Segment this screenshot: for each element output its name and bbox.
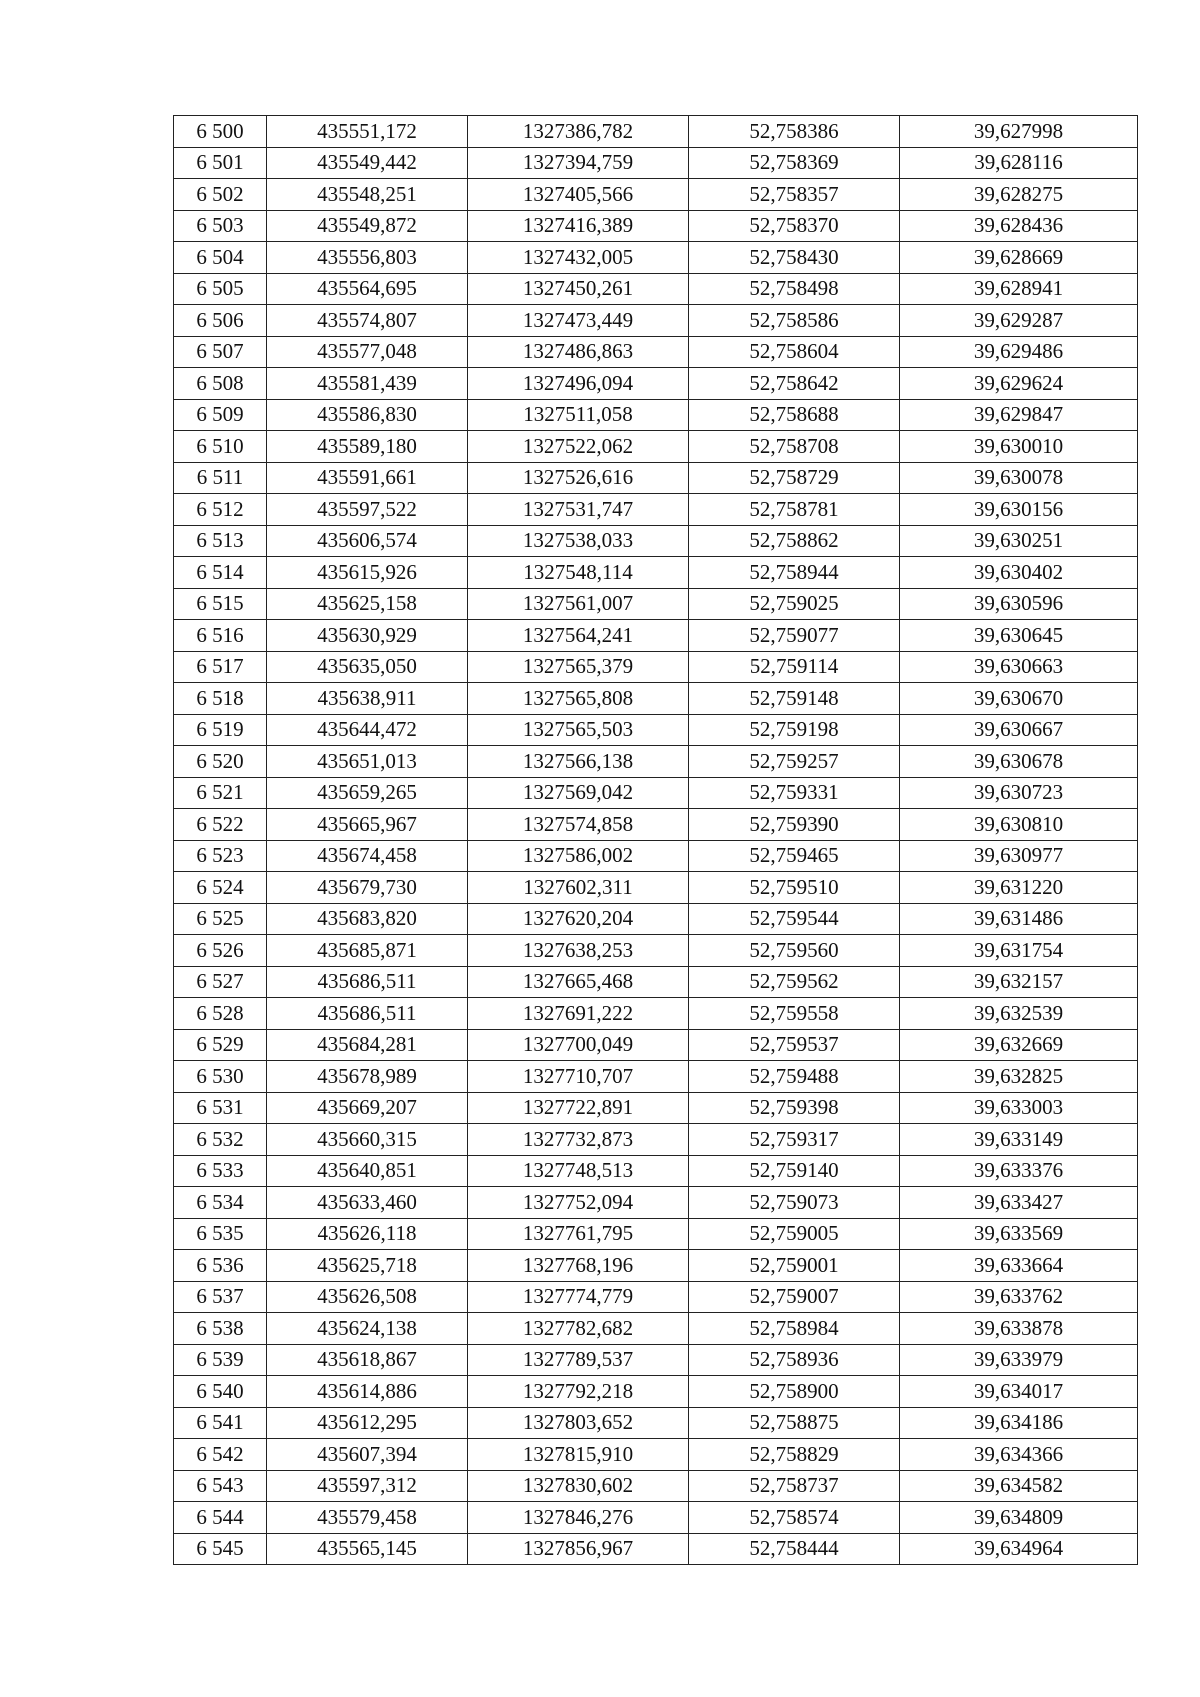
coordinates-table-body	[174, 116, 1138, 1565]
table-row	[174, 935, 1138, 967]
table-row	[174, 809, 1138, 841]
latitude-cell: 52,759073	[689, 1187, 900, 1219]
x-coordinate-cell: 435635,050	[267, 651, 468, 683]
y-coordinate-cell: 1327782,682	[468, 1313, 689, 1345]
latitude-cell: 52,758688	[689, 399, 900, 431]
y-coordinate-cell: 1327710,707	[468, 1061, 689, 1093]
point-number-cell: 6 542	[174, 1439, 267, 1471]
x-coordinate-cell: 435626,118	[267, 1218, 468, 1250]
latitude-cell: 52,759007	[689, 1281, 900, 1313]
point-number-cell: 6 531	[174, 1092, 267, 1124]
table-row	[174, 683, 1138, 715]
x-coordinate-cell: 435683,820	[267, 903, 468, 935]
x-coordinate-cell: 435556,803	[267, 242, 468, 274]
longitude-cell: 39,633569	[900, 1218, 1138, 1250]
y-coordinate-cell: 1327815,910	[468, 1439, 689, 1471]
table-row	[174, 777, 1138, 809]
point-number-cell: 6 512	[174, 494, 267, 526]
latitude-cell: 52,758737	[689, 1470, 900, 1502]
x-coordinate-cell: 435549,872	[267, 210, 468, 242]
latitude-cell: 52,758386	[689, 116, 900, 148]
longitude-cell: 39,628275	[900, 179, 1138, 211]
y-coordinate-cell: 1327496,094	[468, 368, 689, 400]
point-number-cell: 6 505	[174, 273, 267, 305]
latitude-cell: 52,758984	[689, 1313, 900, 1345]
latitude-cell: 52,759001	[689, 1250, 900, 1282]
table-row	[174, 462, 1138, 494]
y-coordinate-cell: 1327748,513	[468, 1155, 689, 1187]
longitude-cell: 39,631754	[900, 935, 1138, 967]
point-number-cell: 6 526	[174, 935, 267, 967]
latitude-cell: 52,758357	[689, 179, 900, 211]
longitude-cell: 39,630663	[900, 651, 1138, 683]
y-coordinate-cell: 1327722,891	[468, 1092, 689, 1124]
longitude-cell: 39,634809	[900, 1502, 1138, 1534]
y-coordinate-cell: 1327386,782	[468, 116, 689, 148]
longitude-cell: 39,632825	[900, 1061, 1138, 1093]
table-row	[174, 210, 1138, 242]
longitude-cell: 39,628436	[900, 210, 1138, 242]
latitude-cell: 52,759537	[689, 1029, 900, 1061]
point-number-cell: 6 527	[174, 966, 267, 998]
y-coordinate-cell: 1327522,062	[468, 431, 689, 463]
point-number-cell: 6 534	[174, 1187, 267, 1219]
longitude-cell: 39,633003	[900, 1092, 1138, 1124]
x-coordinate-cell: 435574,807	[267, 305, 468, 337]
latitude-cell: 52,758369	[689, 147, 900, 179]
point-number-cell: 6 514	[174, 557, 267, 589]
y-coordinate-cell: 1327792,218	[468, 1376, 689, 1408]
y-coordinate-cell: 1327761,795	[468, 1218, 689, 1250]
y-coordinate-cell: 1327586,002	[468, 840, 689, 872]
longitude-cell: 39,628116	[900, 147, 1138, 179]
table-row	[174, 116, 1138, 148]
y-coordinate-cell: 1327566,138	[468, 746, 689, 778]
longitude-cell: 39,632669	[900, 1029, 1138, 1061]
table-row	[174, 1344, 1138, 1376]
y-coordinate-cell: 1327565,503	[468, 714, 689, 746]
point-number-cell: 6 502	[174, 179, 267, 211]
point-number-cell: 6 524	[174, 872, 267, 904]
point-number-cell: 6 535	[174, 1218, 267, 1250]
longitude-cell: 39,630010	[900, 431, 1138, 463]
x-coordinate-cell: 435579,458	[267, 1502, 468, 1534]
x-coordinate-cell: 435551,172	[267, 116, 468, 148]
longitude-cell: 39,634017	[900, 1376, 1138, 1408]
table-row	[174, 840, 1138, 872]
longitude-cell: 39,629287	[900, 305, 1138, 337]
x-coordinate-cell: 435615,926	[267, 557, 468, 589]
y-coordinate-cell: 1327432,005	[468, 242, 689, 274]
table-row	[174, 872, 1138, 904]
point-number-cell: 6 539	[174, 1344, 267, 1376]
table-row	[174, 1533, 1138, 1565]
y-coordinate-cell: 1327691,222	[468, 998, 689, 1030]
x-coordinate-cell: 435618,867	[267, 1344, 468, 1376]
table-row	[174, 588, 1138, 620]
point-number-cell: 6 506	[174, 305, 267, 337]
table-row	[174, 431, 1138, 463]
latitude-cell: 52,759398	[689, 1092, 900, 1124]
table-row	[174, 557, 1138, 589]
point-number-cell: 6 511	[174, 462, 267, 494]
x-coordinate-cell: 435581,439	[267, 368, 468, 400]
point-number-cell: 6 545	[174, 1533, 267, 1565]
latitude-cell: 52,759331	[689, 777, 900, 809]
longitude-cell: 39,631220	[900, 872, 1138, 904]
table-row	[174, 368, 1138, 400]
table-row	[174, 651, 1138, 683]
point-number-cell: 6 508	[174, 368, 267, 400]
table-row	[174, 1061, 1138, 1093]
y-coordinate-cell: 1327538,033	[468, 525, 689, 557]
latitude-cell: 52,759544	[689, 903, 900, 935]
table-row	[174, 1281, 1138, 1313]
longitude-cell: 39,630596	[900, 588, 1138, 620]
table-row	[174, 1407, 1138, 1439]
latitude-cell: 52,758944	[689, 557, 900, 589]
latitude-cell: 52,758604	[689, 336, 900, 368]
x-coordinate-cell: 435597,522	[267, 494, 468, 526]
latitude-cell: 52,758586	[689, 305, 900, 337]
longitude-cell: 39,633762	[900, 1281, 1138, 1313]
longitude-cell: 39,633149	[900, 1124, 1138, 1156]
longitude-cell: 39,628669	[900, 242, 1138, 274]
latitude-cell: 52,759148	[689, 683, 900, 715]
latitude-cell: 52,759005	[689, 1218, 900, 1250]
latitude-cell: 52,758708	[689, 431, 900, 463]
y-coordinate-cell: 1327569,042	[468, 777, 689, 809]
longitude-cell: 39,633427	[900, 1187, 1138, 1219]
longitude-cell: 39,633979	[900, 1344, 1138, 1376]
x-coordinate-cell: 435614,886	[267, 1376, 468, 1408]
latitude-cell: 52,758444	[689, 1533, 900, 1565]
x-coordinate-cell: 435651,013	[267, 746, 468, 778]
latitude-cell: 52,759257	[689, 746, 900, 778]
x-coordinate-cell: 435630,929	[267, 620, 468, 652]
longitude-cell: 39,630810	[900, 809, 1138, 841]
x-coordinate-cell: 435678,989	[267, 1061, 468, 1093]
latitude-cell: 52,758574	[689, 1502, 900, 1534]
x-coordinate-cell: 435606,574	[267, 525, 468, 557]
table-row	[174, 1124, 1138, 1156]
longitude-cell: 39,633878	[900, 1313, 1138, 1345]
x-coordinate-cell: 435626,508	[267, 1281, 468, 1313]
table-row	[174, 1029, 1138, 1061]
point-number-cell: 6 521	[174, 777, 267, 809]
table-row	[174, 1155, 1138, 1187]
point-number-cell: 6 523	[174, 840, 267, 872]
point-number-cell: 6 533	[174, 1155, 267, 1187]
table-row	[174, 714, 1138, 746]
y-coordinate-cell: 1327473,449	[468, 305, 689, 337]
point-number-cell: 6 513	[174, 525, 267, 557]
point-number-cell: 6 522	[174, 809, 267, 841]
point-number-cell: 6 544	[174, 1502, 267, 1534]
longitude-cell: 39,630402	[900, 557, 1138, 589]
longitude-cell: 39,629486	[900, 336, 1138, 368]
table-row	[174, 399, 1138, 431]
table-row	[174, 1470, 1138, 1502]
latitude-cell: 52,758498	[689, 273, 900, 305]
longitude-cell: 39,628941	[900, 273, 1138, 305]
longitude-cell: 39,627998	[900, 116, 1138, 148]
point-number-cell: 6 519	[174, 714, 267, 746]
y-coordinate-cell: 1327394,759	[468, 147, 689, 179]
latitude-cell: 52,759114	[689, 651, 900, 683]
x-coordinate-cell: 435638,911	[267, 683, 468, 715]
table-row	[174, 1250, 1138, 1282]
x-coordinate-cell: 435686,511	[267, 966, 468, 998]
point-number-cell: 6 532	[174, 1124, 267, 1156]
y-coordinate-cell: 1327752,094	[468, 1187, 689, 1219]
latitude-cell: 52,758829	[689, 1439, 900, 1471]
latitude-cell: 52,759560	[689, 935, 900, 967]
y-coordinate-cell: 1327565,808	[468, 683, 689, 715]
point-number-cell: 6 517	[174, 651, 267, 683]
x-coordinate-cell: 435591,661	[267, 462, 468, 494]
point-number-cell: 6 528	[174, 998, 267, 1030]
x-coordinate-cell: 435679,730	[267, 872, 468, 904]
latitude-cell: 52,759140	[689, 1155, 900, 1187]
table-row	[174, 147, 1138, 179]
latitude-cell: 52,759390	[689, 809, 900, 841]
y-coordinate-cell: 1327830,602	[468, 1470, 689, 1502]
x-coordinate-cell: 435597,312	[267, 1470, 468, 1502]
table-row	[174, 998, 1138, 1030]
y-coordinate-cell: 1327602,311	[468, 872, 689, 904]
y-coordinate-cell: 1327620,204	[468, 903, 689, 935]
latitude-cell: 52,758781	[689, 494, 900, 526]
table-row	[174, 1092, 1138, 1124]
x-coordinate-cell: 435607,394	[267, 1439, 468, 1471]
latitude-cell: 52,758862	[689, 525, 900, 557]
table-row	[174, 620, 1138, 652]
longitude-cell: 39,634366	[900, 1439, 1138, 1471]
longitude-cell: 39,630977	[900, 840, 1138, 872]
x-coordinate-cell: 435685,871	[267, 935, 468, 967]
longitude-cell: 39,630667	[900, 714, 1138, 746]
table-row	[174, 966, 1138, 998]
point-number-cell: 6 509	[174, 399, 267, 431]
point-number-cell: 6 543	[174, 1470, 267, 1502]
longitude-cell: 39,632539	[900, 998, 1138, 1030]
table-row	[174, 746, 1138, 778]
latitude-cell: 52,759488	[689, 1061, 900, 1093]
table-row	[174, 903, 1138, 935]
point-number-cell: 6 530	[174, 1061, 267, 1093]
latitude-cell: 52,758875	[689, 1407, 900, 1439]
x-coordinate-cell: 435686,511	[267, 998, 468, 1030]
longitude-cell: 39,630251	[900, 525, 1138, 557]
longitude-cell: 39,630678	[900, 746, 1138, 778]
y-coordinate-cell: 1327548,114	[468, 557, 689, 589]
x-coordinate-cell: 435549,442	[267, 147, 468, 179]
table-row	[174, 305, 1138, 337]
y-coordinate-cell: 1327700,049	[468, 1029, 689, 1061]
latitude-cell: 52,758729	[689, 462, 900, 494]
longitude-cell: 39,632157	[900, 966, 1138, 998]
x-coordinate-cell: 435684,281	[267, 1029, 468, 1061]
y-coordinate-cell: 1327564,241	[468, 620, 689, 652]
y-coordinate-cell: 1327665,468	[468, 966, 689, 998]
x-coordinate-cell: 435660,315	[267, 1124, 468, 1156]
x-coordinate-cell: 435674,458	[267, 840, 468, 872]
y-coordinate-cell: 1327789,537	[468, 1344, 689, 1376]
latitude-cell: 52,759562	[689, 966, 900, 998]
y-coordinate-cell: 1327416,389	[468, 210, 689, 242]
x-coordinate-cell: 435624,138	[267, 1313, 468, 1345]
longitude-cell: 39,630645	[900, 620, 1138, 652]
longitude-cell: 39,630156	[900, 494, 1138, 526]
y-coordinate-cell: 1327486,863	[468, 336, 689, 368]
longitude-cell: 39,629624	[900, 368, 1138, 400]
longitude-cell: 39,630078	[900, 462, 1138, 494]
longitude-cell: 39,630670	[900, 683, 1138, 715]
point-number-cell: 6 504	[174, 242, 267, 274]
point-number-cell: 6 501	[174, 147, 267, 179]
latitude-cell: 52,759558	[689, 998, 900, 1030]
x-coordinate-cell: 435548,251	[267, 179, 468, 211]
x-coordinate-cell: 435659,265	[267, 777, 468, 809]
y-coordinate-cell: 1327561,007	[468, 588, 689, 620]
latitude-cell: 52,759317	[689, 1124, 900, 1156]
table-row	[174, 1187, 1138, 1219]
table-row	[174, 1376, 1138, 1408]
y-coordinate-cell: 1327511,058	[468, 399, 689, 431]
coordinates-table	[173, 115, 1138, 1565]
y-coordinate-cell: 1327450,261	[468, 273, 689, 305]
x-coordinate-cell: 435565,145	[267, 1533, 468, 1565]
point-number-cell: 6 525	[174, 903, 267, 935]
latitude-cell: 52,758642	[689, 368, 900, 400]
x-coordinate-cell: 435665,967	[267, 809, 468, 841]
table-row	[174, 336, 1138, 368]
table-row	[174, 273, 1138, 305]
latitude-cell: 52,759465	[689, 840, 900, 872]
longitude-cell: 39,631486	[900, 903, 1138, 935]
y-coordinate-cell: 1327405,566	[468, 179, 689, 211]
point-number-cell: 6 520	[174, 746, 267, 778]
x-coordinate-cell: 435612,295	[267, 1407, 468, 1439]
latitude-cell: 52,759077	[689, 620, 900, 652]
table-row	[174, 525, 1138, 557]
table-row	[174, 179, 1138, 211]
x-coordinate-cell: 435625,158	[267, 588, 468, 620]
x-coordinate-cell: 435644,472	[267, 714, 468, 746]
y-coordinate-cell: 1327565,379	[468, 651, 689, 683]
point-number-cell: 6 510	[174, 431, 267, 463]
longitude-cell: 39,634582	[900, 1470, 1138, 1502]
point-number-cell: 6 507	[174, 336, 267, 368]
point-number-cell: 6 500	[174, 116, 267, 148]
y-coordinate-cell: 1327803,652	[468, 1407, 689, 1439]
longitude-cell: 39,630723	[900, 777, 1138, 809]
point-number-cell: 6 541	[174, 1407, 267, 1439]
point-number-cell: 6 516	[174, 620, 267, 652]
latitude-cell: 52,759198	[689, 714, 900, 746]
latitude-cell: 52,758370	[689, 210, 900, 242]
longitude-cell: 39,633376	[900, 1155, 1138, 1187]
latitude-cell: 52,758900	[689, 1376, 900, 1408]
longitude-cell: 39,629847	[900, 399, 1138, 431]
y-coordinate-cell: 1327526,616	[468, 462, 689, 494]
latitude-cell: 52,759025	[689, 588, 900, 620]
y-coordinate-cell: 1327768,196	[468, 1250, 689, 1282]
longitude-cell: 39,634186	[900, 1407, 1138, 1439]
point-number-cell: 6 518	[174, 683, 267, 715]
table-row	[174, 1439, 1138, 1471]
y-coordinate-cell: 1327574,858	[468, 809, 689, 841]
point-number-cell: 6 538	[174, 1313, 267, 1345]
x-coordinate-cell: 435586,830	[267, 399, 468, 431]
y-coordinate-cell: 1327732,873	[468, 1124, 689, 1156]
table-row	[174, 242, 1138, 274]
y-coordinate-cell: 1327531,747	[468, 494, 689, 526]
table-row	[174, 1502, 1138, 1534]
point-number-cell: 6 540	[174, 1376, 267, 1408]
y-coordinate-cell: 1327846,276	[468, 1502, 689, 1534]
point-number-cell: 6 503	[174, 210, 267, 242]
longitude-cell: 39,633664	[900, 1250, 1138, 1282]
point-number-cell: 6 515	[174, 588, 267, 620]
x-coordinate-cell: 435589,180	[267, 431, 468, 463]
table-row	[174, 1218, 1138, 1250]
point-number-cell: 6 537	[174, 1281, 267, 1313]
table-row	[174, 1313, 1138, 1345]
point-number-cell: 6 536	[174, 1250, 267, 1282]
latitude-cell: 52,758430	[689, 242, 900, 274]
y-coordinate-cell: 1327856,967	[468, 1533, 689, 1565]
x-coordinate-cell: 435640,851	[267, 1155, 468, 1187]
longitude-cell: 39,634964	[900, 1533, 1138, 1565]
x-coordinate-cell: 435633,460	[267, 1187, 468, 1219]
x-coordinate-cell: 435577,048	[267, 336, 468, 368]
table-row	[174, 494, 1138, 526]
x-coordinate-cell: 435625,718	[267, 1250, 468, 1282]
x-coordinate-cell: 435564,695	[267, 273, 468, 305]
x-coordinate-cell: 435669,207	[267, 1092, 468, 1124]
y-coordinate-cell: 1327638,253	[468, 935, 689, 967]
latitude-cell: 52,759510	[689, 872, 900, 904]
latitude-cell: 52,758936	[689, 1344, 900, 1376]
y-coordinate-cell: 1327774,779	[468, 1281, 689, 1313]
point-number-cell: 6 529	[174, 1029, 267, 1061]
